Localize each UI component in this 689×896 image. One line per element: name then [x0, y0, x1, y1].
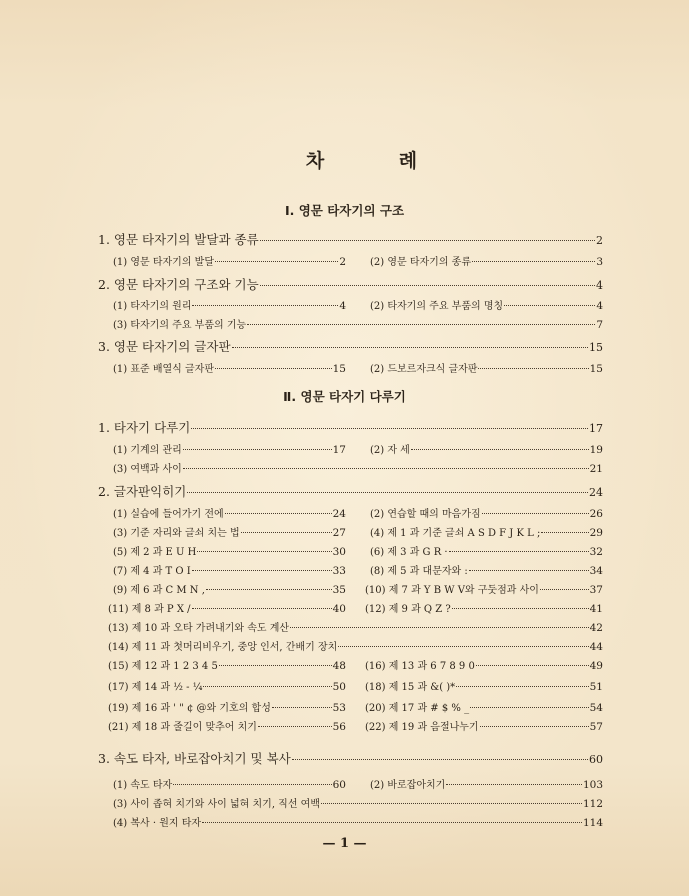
toc-label: (5) 제 2 과 E U H [113, 547, 197, 558]
toc-label: 3. 속도 타자, 바로잡아치기 및 복사 [98, 751, 291, 766]
toc-label: (6) 제 3 과 G R · [370, 547, 448, 558]
toc-page: 4 [596, 300, 603, 312]
toc-label: (3) 사이 좁혀 치기와 사이 넓혀 치기, 직선 여백 [113, 799, 320, 810]
toc-label: (4) 복사 · 원지 타자 [113, 818, 202, 829]
toc-page: 4 [339, 300, 346, 312]
dot-leader [192, 608, 332, 609]
toc-row [0, 482, 689, 502]
toc-row [0, 337, 689, 357]
dot-leader [215, 368, 332, 369]
toc-entry [113, 297, 346, 312]
toc-page: 57 [589, 721, 603, 733]
toc-row [0, 795, 689, 815]
toc-label: (4) 제 1 과 기준 글쇠 A S D F J K L ; [370, 528, 541, 539]
toc-page: 32 [589, 546, 603, 558]
toc-row [0, 360, 689, 380]
toc-label: (1) 영문 타자기의 발달 [113, 257, 214, 268]
toc-page: 17 [589, 422, 603, 435]
dot-leader [260, 285, 595, 286]
toc-label: (20) 제 17 과 # $ % _ [365, 703, 470, 714]
dot-leader [225, 513, 332, 514]
toc-label: (12) 제 9 과 Q Z ? [365, 604, 451, 615]
toc-page: 114 [582, 817, 603, 829]
toc-page: 37 [589, 584, 603, 596]
dot-leader [173, 784, 331, 785]
toc-entry [108, 638, 603, 653]
toc-page: 44 [589, 641, 603, 653]
toc-page: 27 [332, 527, 346, 539]
toc-label: (1) 기계의 관리 [113, 445, 182, 456]
toc-page: 21 [589, 463, 603, 475]
toc-label: (3) 기준 자리와 글쇠 치는 법 [113, 528, 240, 539]
toc-label: (1) 타자기의 원리 [113, 301, 192, 312]
dot-leader [232, 347, 588, 348]
toc-entry [113, 814, 603, 829]
toc-label: (16) 제 13 과 6 7 8 9 0 [365, 661, 475, 672]
toc-entry [365, 678, 603, 693]
dot-leader [456, 686, 588, 687]
toc-label: (2) 영문 타자기의 종류 [370, 257, 471, 268]
toc-page: 53 [332, 702, 346, 714]
toc-row [0, 543, 689, 563]
toc-label: 2. 영문 타자기의 구조와 기능 [98, 277, 259, 292]
toc-page: 24 [332, 508, 346, 520]
toc-entry [98, 749, 603, 767]
toc-label: (10) 제 7 과 Y B W V와 구둣점과 사이 [365, 585, 539, 596]
toc-page: 56 [332, 721, 346, 733]
toc-label: (14) 제 11 과 첫머리비우기, 중앙 인서, 간배기 장치 [108, 642, 338, 653]
toc-page: 112 [582, 798, 603, 810]
dot-leader [260, 240, 595, 241]
toc-entry [113, 543, 346, 558]
dot-leader [321, 803, 582, 804]
toc-row [0, 718, 689, 738]
toc-page: 15 [589, 341, 603, 354]
dot-leader [290, 627, 589, 628]
dot-leader [338, 646, 588, 647]
toc-label: (9) 제 6 과 C M N , [113, 585, 205, 596]
toc-entry [370, 505, 603, 520]
toc-entry [113, 360, 346, 375]
toc-entry [365, 699, 603, 714]
dot-leader [197, 551, 331, 552]
toc-label: (13) 제 10 과 오타 가려내기와 속도 계산 [108, 623, 290, 634]
toc-row [0, 562, 689, 582]
toc-page: 2 [339, 256, 346, 268]
toc-row [0, 253, 689, 273]
dot-leader [192, 570, 332, 571]
dot-leader [504, 305, 595, 306]
toc-entry [98, 275, 603, 293]
toc-label: (19) 제 16 과 ' " ¢ @와 기호의 합성 [108, 703, 271, 714]
toc-entry [370, 524, 603, 539]
toc-page: 34 [589, 565, 603, 577]
toc-entry [98, 337, 603, 355]
toc-page: 3 [596, 256, 603, 268]
toc-entry [365, 718, 603, 733]
toc-page: 7 [596, 319, 603, 331]
toc-label: (7) 제 4 과 T O I [113, 566, 191, 577]
toc-row [0, 638, 689, 658]
toc-entry [370, 360, 603, 375]
toc-page: 42 [589, 622, 603, 634]
toc-page: 103 [582, 779, 603, 791]
dot-leader [203, 686, 331, 687]
toc-label: 1. 영문 타자기의 발달과 종류 [98, 232, 259, 247]
toc-entry [108, 718, 346, 733]
toc-label: (1) 속도 타자 [113, 780, 173, 791]
toc-label: (2) 타자기의 주요 부품의 명칭 [370, 301, 504, 312]
toc-label: (3) 여백과 사이 [113, 464, 182, 475]
toc-page: 4 [596, 279, 603, 292]
toc-entry [108, 600, 346, 615]
toc-label: (3) 타자기의 주요 부품의 기능 [113, 320, 247, 331]
dot-leader [452, 608, 589, 609]
toc-page: 15 [589, 363, 603, 375]
dot-leader [215, 261, 338, 262]
part-heading-2: Ⅱ. 영문 타자기 다루기 [283, 389, 406, 404]
toc-row [0, 776, 689, 796]
toc-page: 29 [589, 527, 603, 539]
dot-leader [247, 324, 595, 325]
dot-leader [480, 726, 589, 727]
toc-label: (2) 바로잡아치기 [370, 780, 446, 791]
toc-page: 15 [332, 363, 346, 375]
toc-page: 48 [332, 660, 346, 672]
toc-label: (1) 표준 배열식 글자판 [113, 364, 214, 375]
dot-leader [183, 449, 332, 450]
page-title: 차 례 [305, 150, 452, 172]
toc-page: 60 [589, 753, 603, 766]
toc-entry [113, 524, 346, 539]
toc-page: 35 [332, 584, 346, 596]
dot-leader [411, 449, 589, 450]
toc-page: 40 [332, 603, 346, 615]
toc-entry [98, 230, 603, 248]
toc-page: 2 [596, 234, 603, 247]
dot-leader [202, 822, 582, 823]
toc-label: 3. 영문 타자기의 글자판 [98, 339, 231, 354]
toc-entry [365, 600, 603, 615]
toc-entry [113, 253, 346, 268]
toc-row [0, 524, 689, 544]
toc-row [0, 699, 689, 719]
toc-page: 49 [589, 660, 603, 672]
toc-row [0, 505, 689, 525]
toc-entry [113, 581, 346, 596]
toc-page: 60 [332, 779, 346, 791]
toc-label: 1. 타자기 다루기 [98, 420, 191, 435]
toc-label: (11) 제 8 과 P X / [108, 604, 191, 615]
toc-entry [108, 657, 346, 672]
dot-leader [478, 368, 588, 369]
toc-row [0, 418, 689, 438]
toc-entry [108, 678, 346, 693]
toc-entry [370, 543, 603, 558]
toc-label: (1) 실습에 들어가기 전에 [113, 509, 224, 520]
dot-leader [191, 428, 588, 429]
toc-entry [113, 441, 346, 456]
toc-entry [365, 657, 603, 672]
toc-page: 19 [589, 444, 603, 456]
toc-entry [108, 699, 346, 714]
toc-row [0, 749, 689, 769]
toc-row [0, 814, 689, 834]
dot-leader [482, 513, 589, 514]
dot-leader [446, 784, 582, 785]
dot-leader [449, 551, 589, 552]
dot-leader [472, 261, 595, 262]
toc-page: 30 [332, 546, 346, 558]
dot-leader [272, 707, 332, 708]
toc-row [0, 657, 689, 677]
dot-leader [470, 707, 589, 708]
toc-label: (8) 제 5 과 대문자와 : [370, 566, 468, 577]
toc-label: (22) 제 19 과 음절나누기 [365, 722, 479, 733]
toc-entry [370, 562, 603, 577]
toc-label: (18) 제 15 과 &( )* [365, 682, 456, 693]
toc-entry [370, 253, 603, 268]
toc-label: (2) 연습할 때의 마음가짐 [370, 509, 481, 520]
dot-leader [219, 665, 332, 666]
toc-entry [113, 505, 346, 520]
dot-leader [476, 665, 589, 666]
toc-entry [370, 297, 603, 312]
toc-label: (17) 제 14 과 ½ - ¼ [108, 682, 203, 693]
dot-leader [258, 726, 332, 727]
toc-page: 24 [589, 486, 603, 499]
toc-entry [370, 441, 603, 456]
toc-entry [113, 795, 603, 810]
dot-leader [206, 589, 332, 590]
toc-label: (21) 제 18 과 줄길이 맞추어 치기 [108, 722, 257, 733]
toc-entry [98, 482, 603, 500]
dot-leader [540, 589, 589, 590]
toc-entry [365, 581, 603, 596]
toc-row [0, 460, 689, 480]
dot-leader [187, 492, 588, 493]
toc-label: (15) 제 12 과 1 2 3 4 5 [108, 661, 218, 672]
toc-label: 2. 글자판익히기 [98, 484, 187, 499]
toc-row [0, 619, 689, 639]
dot-leader [469, 570, 589, 571]
toc-page: 17 [332, 444, 346, 456]
toc-row [0, 441, 689, 461]
dot-leader [292, 759, 588, 760]
dot-leader [183, 468, 589, 469]
toc-page: 26 [589, 508, 603, 520]
toc-entry [108, 619, 603, 634]
toc-row [0, 581, 689, 601]
part-heading-1: Ⅰ. 영문 타자기의 구조 [284, 203, 405, 218]
toc-entry [113, 562, 346, 577]
toc-page: 54 [589, 702, 603, 714]
toc-entry [113, 316, 603, 331]
toc-entry [113, 460, 603, 475]
toc-page: 33 [332, 565, 346, 577]
dot-leader [541, 532, 588, 533]
toc-label: (2) 자 세 [370, 445, 410, 456]
toc-row [0, 230, 689, 250]
toc-page: 50 [332, 681, 346, 693]
page-number: — 1 — [322, 836, 367, 851]
dot-leader [192, 305, 338, 306]
toc-page: 41 [589, 603, 603, 615]
toc-page: 51 [589, 681, 603, 693]
toc-entry [98, 418, 603, 436]
toc-row [0, 600, 689, 620]
dot-leader [241, 532, 332, 533]
toc-row [0, 678, 689, 698]
toc-label: (2) 드보르자크식 글자판 [370, 364, 478, 375]
toc-entry [113, 776, 346, 791]
toc-entry [370, 776, 603, 791]
toc-row [0, 316, 689, 336]
toc-row [0, 297, 689, 317]
toc-row [0, 275, 689, 295]
